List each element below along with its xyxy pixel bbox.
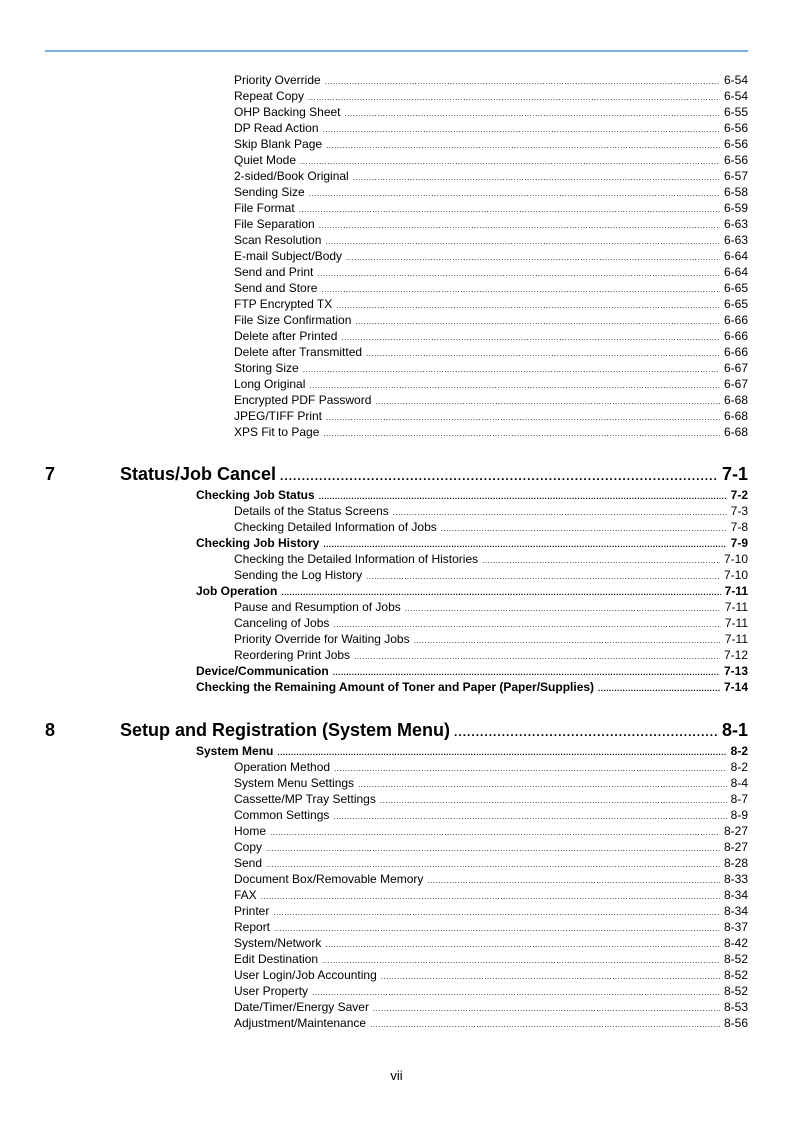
entry-title: Long Original <box>234 377 306 391</box>
entry-page: 6-54 <box>723 89 748 103</box>
entry-page: 7-11 <box>724 600 748 614</box>
entry-title: Reordering Print Jobs <box>234 648 351 662</box>
toc-entry[interactable] <box>234 104 748 120</box>
entry-title: 2-sided/Book Original <box>234 169 349 183</box>
entry-title: Edit Destination <box>234 952 319 966</box>
entry-page: 7-11 <box>724 632 748 646</box>
entry-page: 7-10 <box>723 568 748 582</box>
chapter-number: 7 <box>45 464 56 484</box>
toc-entry[interactable] <box>234 855 748 871</box>
toc-entry[interactable] <box>234 152 748 168</box>
toc-section-entry[interactable] <box>196 583 748 599</box>
leader-dots <box>454 721 718 743</box>
entry-title: User Login/Job Accounting <box>234 968 377 982</box>
chapter-page: 7-1 <box>721 464 748 484</box>
entry-title: System/Network <box>234 936 322 950</box>
entry-page: 6-57 <box>723 169 748 183</box>
toc-entry[interactable] <box>234 120 748 136</box>
entry-page: 8-42 <box>723 936 748 950</box>
entry-title: System Menu Settings <box>234 776 355 790</box>
entry-page: 8-34 <box>723 888 748 902</box>
toc-entry[interactable] <box>234 871 748 887</box>
toc-entry[interactable] <box>234 200 748 216</box>
toc-entry[interactable] <box>234 983 748 999</box>
entry-page: 6-64 <box>723 265 748 279</box>
toc-section-entry[interactable] <box>196 679 748 695</box>
entry-title: E-mail Subject/Body <box>234 249 343 263</box>
entry-title: Details of the Status Screens <box>234 504 389 518</box>
entry-page: 6-59 <box>723 201 748 215</box>
entry-title: File Format <box>234 201 295 215</box>
entry-page: 6-66 <box>723 313 748 327</box>
toc-entry[interactable] <box>234 807 748 823</box>
entry-title: Common Settings <box>234 808 330 822</box>
toc-entry[interactable] <box>234 839 748 855</box>
toc-entry[interactable] <box>234 392 748 408</box>
toc-entry[interactable] <box>234 312 748 328</box>
entry-page: 8-37 <box>723 920 748 934</box>
entry-title: Home <box>234 824 267 838</box>
toc-entry[interactable] <box>234 184 748 200</box>
entry-page: 6-54 <box>723 73 748 87</box>
entry-title: Report <box>234 920 271 934</box>
entry-page: 6-66 <box>723 329 748 343</box>
toc-entry[interactable] <box>234 376 748 392</box>
toc-entry[interactable] <box>234 296 748 312</box>
toc-entry[interactable] <box>234 935 748 951</box>
toc-entry[interactable] <box>234 328 748 344</box>
entry-title: Copy <box>234 840 263 854</box>
entry-page: 8-52 <box>723 984 748 998</box>
chapter-title-row[interactable] <box>120 719 748 741</box>
toc-entry[interactable] <box>234 999 748 1015</box>
toc-entry[interactable] <box>234 232 748 248</box>
entry-page: 6-68 <box>723 425 748 439</box>
entry-page: 8-56 <box>723 1016 748 1030</box>
toc-entry[interactable] <box>234 567 748 583</box>
entry-title: System Menu <box>196 744 274 758</box>
entry-page: 8-7 <box>730 792 748 806</box>
entry-title: Priority Override <box>234 73 321 87</box>
entry-page: 7-3 <box>730 504 748 518</box>
entry-page: 7-10 <box>723 552 748 566</box>
entry-page: 8-28 <box>723 856 748 870</box>
entry-title: Sending Size <box>234 185 305 199</box>
entry-title: Quiet Mode <box>234 153 297 167</box>
entry-title: File Separation <box>234 217 315 231</box>
toc-entry[interactable] <box>234 967 748 983</box>
leader-dots <box>323 426 720 442</box>
entry-title: Send and Print <box>234 265 314 279</box>
leader-dots <box>370 1017 720 1033</box>
entry-title: Send and Store <box>234 281 318 295</box>
entry-title: Date/Timer/Energy Saver <box>234 1000 369 1014</box>
toc-entry[interactable] <box>234 647 748 663</box>
toc-entry[interactable] <box>234 759 748 775</box>
entry-title: Operation Method <box>234 760 331 774</box>
entry-page: 6-55 <box>723 105 748 119</box>
chapter-number: 8 <box>45 720 56 740</box>
entry-title: Job Operation <box>196 584 278 598</box>
entry-page: 7-8 <box>730 520 748 534</box>
entry-title: Repeat Copy <box>234 89 305 103</box>
toc-entry[interactable] <box>234 631 748 647</box>
entry-title: Adjustment/Maintenance <box>234 1016 367 1030</box>
toc-entry[interactable] <box>234 264 748 280</box>
entry-page: 6-65 <box>723 297 748 311</box>
toc-entry[interactable] <box>234 72 748 88</box>
chapter-title: Setup and Registration (System Menu) <box>120 720 451 740</box>
entry-title: File Size Confirmation <box>234 313 352 327</box>
entry-page: 8-9 <box>730 808 748 822</box>
entry-title: Printer <box>234 904 270 918</box>
leader-dots <box>280 465 718 487</box>
entry-title: DP Read Action <box>234 121 319 135</box>
entry-page: 6-66 <box>723 345 748 359</box>
chapter-page: 8-1 <box>721 720 748 740</box>
entry-page: 8-33 <box>723 872 748 886</box>
entry-title: FAX <box>234 888 257 902</box>
toc-entry[interactable] <box>234 775 748 791</box>
entry-title: OHP Backing Sheet <box>234 105 341 119</box>
toc-entry[interactable] <box>234 887 748 903</box>
entry-page: 8-2 <box>730 744 748 758</box>
toc-entry[interactable] <box>234 360 748 376</box>
entry-title: Pause and Resumption of Jobs <box>234 600 401 614</box>
entry-title: Checking Job History <box>196 536 320 550</box>
top-rule <box>45 50 748 52</box>
entry-title: Checking the Detailed Information of Histories <box>234 552 479 566</box>
toc-entry[interactable] <box>234 248 748 264</box>
entry-title: Delete after Printed <box>234 329 338 343</box>
toc-section-entry[interactable] <box>196 535 748 551</box>
toc-entry[interactable] <box>234 615 748 631</box>
leader-dots <box>598 681 720 697</box>
entry-title: Priority Override for Waiting Jobs <box>234 632 410 646</box>
entry-page: 6-63 <box>723 233 748 247</box>
entry-page: 6-58 <box>723 185 748 199</box>
toc-entry[interactable] <box>234 791 748 807</box>
entry-title: Sending the Log History <box>234 568 363 582</box>
entry-title: Storing Size <box>234 361 299 375</box>
entry-title: Checking Job Status <box>196 488 315 502</box>
entry-page: 6-63 <box>723 217 748 231</box>
entry-title: FTP Encrypted TX <box>234 297 333 311</box>
entry-page: 8-4 <box>730 776 748 790</box>
entry-title: Encrypted PDF Password <box>234 393 372 407</box>
toc-entry[interactable] <box>234 216 748 232</box>
toc-entry[interactable] <box>234 951 748 967</box>
entry-title: Skip Blank Page <box>234 137 323 151</box>
entry-page: 8-53 <box>723 1000 748 1014</box>
entry-page: 6-56 <box>723 153 748 167</box>
page-number: vii <box>390 1068 403 1083</box>
entry-page: 8-52 <box>723 968 748 982</box>
toc-entry[interactable] <box>234 503 748 519</box>
entry-title: XPS Fit to Page <box>234 425 320 439</box>
entry-title: Scan Resolution <box>234 233 322 247</box>
entry-page: 7-12 <box>723 648 748 662</box>
entry-page: 7-11 <box>724 584 748 598</box>
entry-title: Device/Communication <box>196 664 329 678</box>
entry-title: Send <box>234 856 263 870</box>
entry-title: Cassette/MP Tray Settings <box>234 792 376 806</box>
toc-entry[interactable] <box>234 280 748 296</box>
entry-page: 6-68 <box>723 393 748 407</box>
toc-entry[interactable] <box>234 136 748 152</box>
toc-entry[interactable] <box>234 1015 748 1031</box>
entry-title: JPEG/TIFF Print <box>234 409 323 423</box>
entry-page: 8-52 <box>723 952 748 966</box>
toc-entry[interactable] <box>234 599 748 615</box>
entry-page: 6-64 <box>723 249 748 263</box>
entry-page: 8-34 <box>723 904 748 918</box>
entry-title: Checking Detailed Information of Jobs <box>234 520 437 534</box>
entry-title: Canceling of Jobs <box>234 616 330 630</box>
entry-page: 6-65 <box>723 281 748 295</box>
toc-entry[interactable] <box>234 551 748 567</box>
entry-title: Document Box/Removable Memory <box>234 872 424 886</box>
entry-page: 7-14 <box>723 680 748 694</box>
toc-entry[interactable] <box>234 903 748 919</box>
toc-entry[interactable] <box>234 344 748 360</box>
toc-entry[interactable] <box>234 823 748 839</box>
entry-page: 7-11 <box>724 616 748 630</box>
toc-entry[interactable] <box>234 919 748 935</box>
toc-section-entry[interactable] <box>196 663 748 679</box>
toc-entry[interactable] <box>234 519 748 535</box>
chapter-title: Status/Job Cancel <box>120 464 277 484</box>
toc-section-entry[interactable] <box>196 743 748 759</box>
entry-title: Checking the Remaining Amount of Toner and Paper (Paper/Supplies) <box>196 680 595 694</box>
entry-page: 8-27 <box>723 824 748 838</box>
entry-page: 6-56 <box>723 137 748 151</box>
toc-section-entry[interactable] <box>196 487 748 503</box>
entry-page: 6-67 <box>723 377 748 391</box>
entry-title: User Property <box>234 984 309 998</box>
toc-entry[interactable] <box>234 424 748 440</box>
entry-page: 6-56 <box>723 121 748 135</box>
entry-title: Delete after Transmitted <box>234 345 363 359</box>
chapter-title-row[interactable] <box>120 463 748 485</box>
toc-entry[interactable] <box>234 88 748 104</box>
entry-page: 6-67 <box>723 361 748 375</box>
entry-page: 8-27 <box>723 840 748 854</box>
entry-page: 7-9 <box>730 536 748 550</box>
entry-page: 6-68 <box>723 409 748 423</box>
entry-page: 7-2 <box>730 488 748 502</box>
toc-entry[interactable] <box>234 408 748 424</box>
entry-page: 8-2 <box>730 760 748 774</box>
toc-entry[interactable] <box>234 168 748 184</box>
entry-page: 7-13 <box>723 664 748 678</box>
